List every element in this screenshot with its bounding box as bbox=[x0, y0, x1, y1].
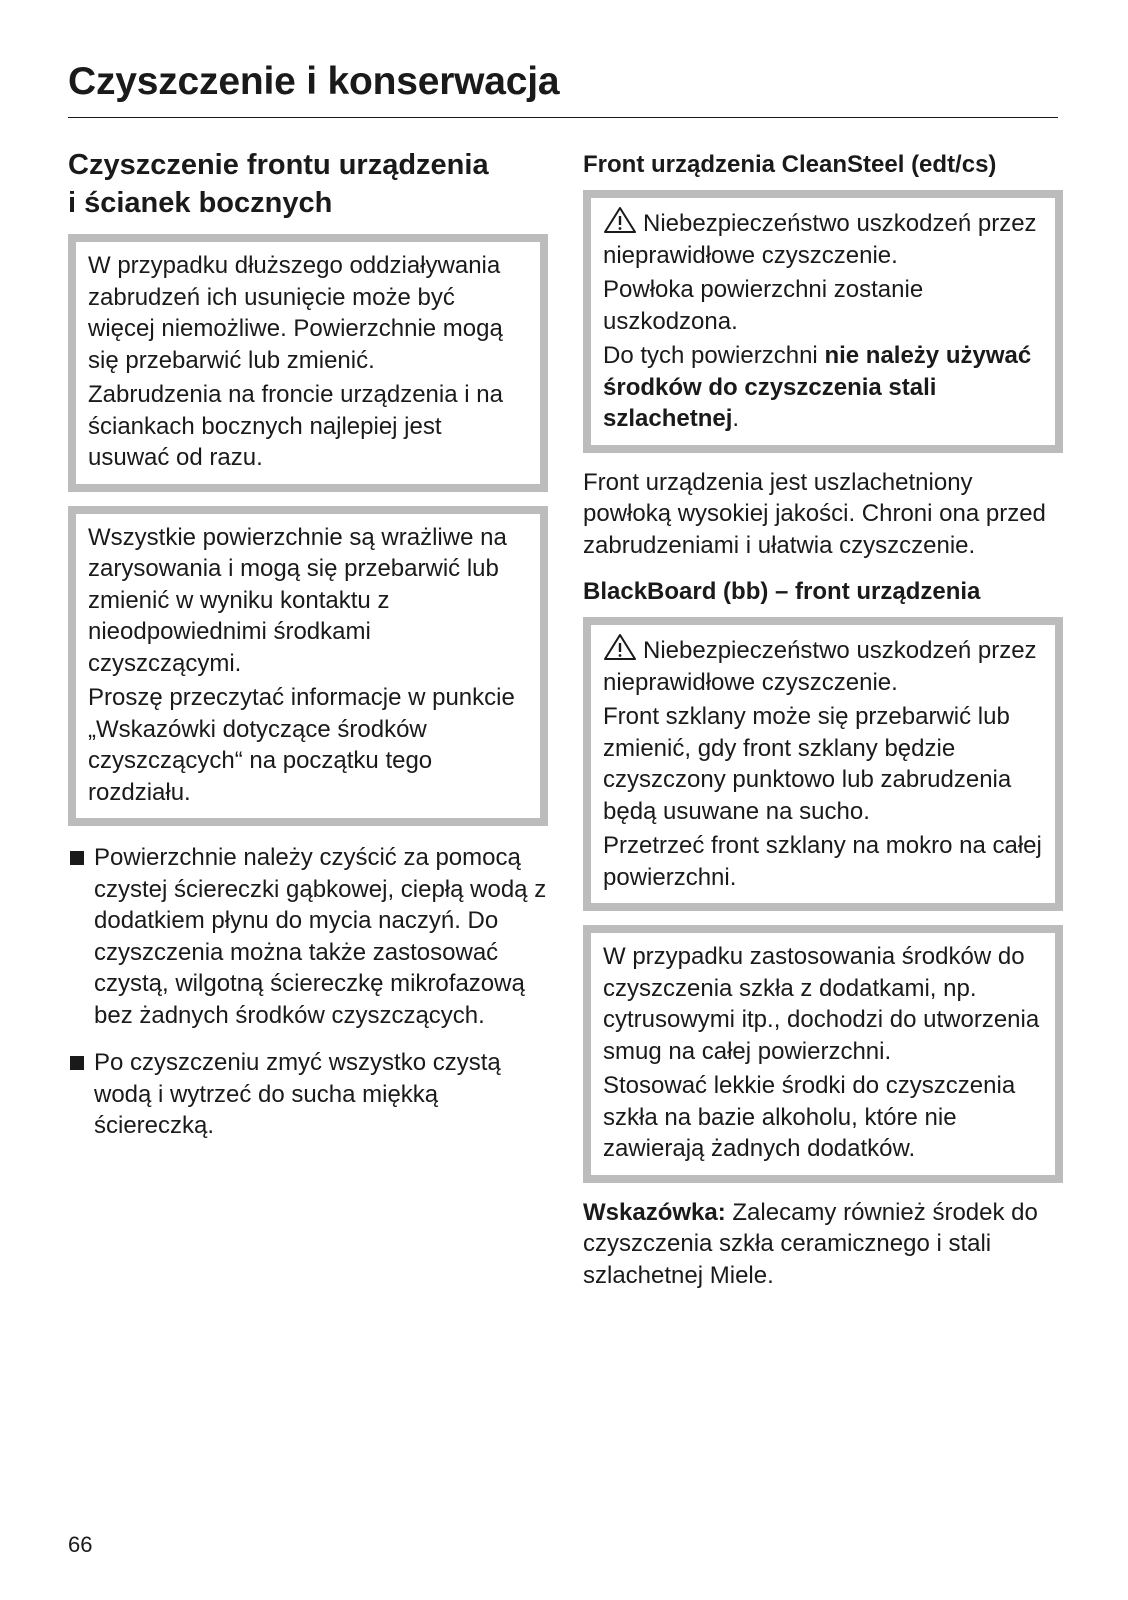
warning-paragraph: Powłoka powierzchni zostanie uszkodzona. bbox=[603, 276, 924, 335]
cleansteel-heading: Front urządzenia CleanSteel (edt/cs) bbox=[583, 151, 997, 178]
list-item bbox=[68, 1047, 548, 1142]
warning-triangle-icon bbox=[603, 206, 637, 234]
instruction-list bbox=[68, 842, 548, 1142]
warning-title-text: Niebezpieczeństwo uszkodzeń przez nieprawidłowe czyszczenie. bbox=[603, 637, 1037, 696]
warning-text-pre: Do tych powierzchni bbox=[603, 342, 825, 369]
left-column bbox=[68, 140, 548, 1158]
notice-paragraph: Proszę przeczytać informacje w punkcie „Wskazówki dotyczące środków czyszczących“ na początku tego rozdziału. bbox=[88, 684, 515, 806]
list-item bbox=[68, 842, 548, 1031]
tip-paragraph bbox=[583, 1197, 1063, 1292]
title-divider bbox=[68, 117, 1058, 118]
square-bullet-icon bbox=[70, 851, 84, 865]
warning-paragraph: Przetrzeć front szklany na mokro na całej powierzchni. bbox=[603, 832, 1042, 891]
right-column bbox=[583, 140, 1063, 1305]
warning-paragraph bbox=[603, 340, 1043, 435]
warning-title bbox=[603, 633, 1043, 698]
notice-paragraph: W przypadku dłuższego oddziaływania zabrudzeń ich usunięcie może być więcej niemożliwe. Powierzchnie mogą się przebarwić lub zmienić. bbox=[88, 252, 503, 374]
page-title: Czyszczenie i konserwacja bbox=[68, 60, 560, 103]
warning-text-post: . bbox=[732, 405, 740, 432]
notice-paragraph: Wszystkie powierzchnie są wrażliwe na zarysowania i mogą się przebarwić lub zmienić w wyniku kontaktu z nieodpowiednimi środkami czyszczącymi. bbox=[88, 523, 507, 677]
list-item-text: Powierzchnie należy czyścić za pomocą czystej ściereczki gąbkowej, ciepłą wodą z dodatkiem płynu do mycia naczyń. Do czyszczenia można także zastosować czystą, wilgotną ściereczkę mikrofazową bez żadnych środków czyszczących. bbox=[94, 844, 547, 1029]
tip-text: Zalecamy również środek do czyszczenia szkła ceramicznego i stali szlachetnej Miele. bbox=[583, 1198, 1038, 1289]
warning-title-text: Niebezpieczeństwo uszkodzeń przez nieprawidłowe czyszczenie. bbox=[603, 210, 1037, 269]
warning-text-bold: nie należy używać środków do czyszczenia stali szlachetnej bbox=[603, 342, 1032, 432]
warning-title bbox=[603, 206, 1043, 271]
warning-box-cleansteel bbox=[583, 190, 1063, 453]
notice-box-scratches bbox=[68, 506, 548, 827]
section-heading-line-1: Czyszczenie frontu urządzenia bbox=[68, 149, 489, 181]
warning-paragraph: Front szklany może się przebarwić lub zmienić, gdy front szklany będzie czyszczony punktowo lub zabrudzenia będą usuwane na sucho. bbox=[603, 703, 1012, 825]
section-heading-line-2: i ścianek bocznych bbox=[68, 187, 333, 219]
notice-paragraph: Stosować lekkie środki do czyszczenia szkła na bazie alkoholu, które nie zawierają żadnych dodatków. bbox=[603, 1072, 1016, 1162]
section-heading bbox=[68, 146, 548, 222]
warning-box-blackboard bbox=[583, 617, 1063, 911]
notice-paragraph: W przypadku zastosowania środków do czyszczenia szkła z dodatkami, np. cytrusowymi itp., dochodzi do utworzenia smug na całej powierzchni. bbox=[603, 943, 1040, 1065]
notice-paragraph: Zabrudzenia na froncie urządzenia i na ściankach bocznych najlepiej jest usuwać od razu. bbox=[88, 381, 503, 471]
list-item-text: Po czyszczeniu zmyć wszystko czystą wodą i wytrzeć do sucha miękką ściereczką. bbox=[94, 1049, 501, 1139]
warning-triangle-icon bbox=[603, 633, 637, 661]
page-number: 66 bbox=[68, 1532, 93, 1557]
square-bullet-icon bbox=[70, 1056, 84, 1070]
tip-label: Wskazówka: bbox=[583, 1198, 726, 1226]
notice-box-staining bbox=[68, 234, 548, 492]
blackboard-heading: BlackBoard (bb) – front urządzenia bbox=[583, 578, 981, 605]
notice-box-glass-cleaners bbox=[583, 925, 1063, 1183]
cleansteel-description: Front urządzenia jest uszlachetniony powłoką wysokiej jakości. Chroni ona przed zabrudzeniami i ułatwia czyszczenie. bbox=[583, 468, 1046, 559]
